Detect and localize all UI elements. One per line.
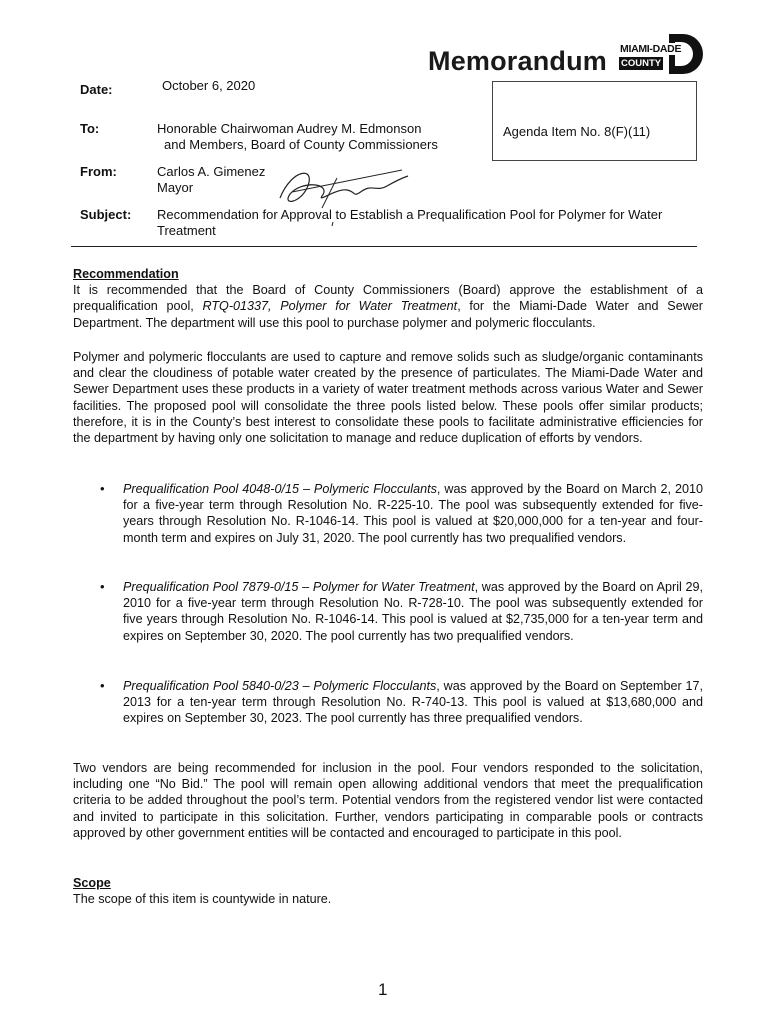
agenda-item-box [492, 81, 697, 161]
bullet-3-pool-name: Prequalification Pool 5840-0/23 – Polymeric Flocculants [123, 679, 437, 693]
bullet-3 [123, 678, 703, 727]
miami-dade-logo [617, 32, 709, 76]
p1-text-a: It is recommended that the Board of County Commissioners (Board) approve the establishment of a prequalification pool, [73, 283, 703, 314]
bullet-3-symbol: • [100, 678, 105, 693]
from-label: From: [80, 164, 117, 179]
bullet-2 [123, 579, 703, 644]
recommendation-paragraph-3: Two vendors are being recommended for inclusion in the pool. Four vendors responded to the solicitation, including one “No Bid.” The pool will remain open allowing additional vendors that meet the prequalification criteria to be added throughout the pool’s term. Potential vendors from the registered vendor list were contacted and invited to participate in this solicitation. Further, vendors participating in comparable pools or contracts approved by other government entities will be contacted and encouraged to participate in this pool. [73, 761, 703, 840]
bullet-2-text: , was approved by the Board on April 29, 2010 for a five-year term through Resolution No. R-728-10. The pool was subsequently extended for five years through Resolution No. R-1046-14. This pool is valued at $2,735,000 for a ten-year term and expires on September 30, 2020. The pool currently has two prequalified vendors. [123, 580, 703, 643]
subject-line2: Treatment [157, 223, 216, 238]
bullet-2-pool-name: Prequalification Pool 7879-0/15 – Polymer for Water Treatment [123, 580, 475, 594]
to-line1: Honorable Chairwoman Audrey M. Edmonson [157, 121, 422, 136]
scope-text: The scope of this item is countywide in nature. [73, 892, 332, 907]
recommendation-paragraph-1 [73, 282, 703, 331]
bullet-1-text: , was approved by the Board on March 2, 2010 for a five-year term through Resolution No. R-225-10. The pool was subsequently extended for five-years through Resolution No. R-1046-14. This pool is valued at $20,000,000 for a ten-year and four-month term and expires on July 31, 2020. The pool currently has two prequalified vendors. [123, 482, 703, 545]
logo-line1: MIAMI-DADE [620, 43, 682, 55]
page-number: 1 [378, 980, 388, 999]
from-line2: Mayor [157, 180, 194, 195]
agenda-item-number: Agenda Item No. 8(F)(11) [503, 124, 651, 139]
to-label: To: [80, 121, 100, 136]
subject-line1: Recommendation for Approval to Establish a Prequalification Pool for Polymer for Water [157, 207, 663, 222]
recommendation-heading: Recommendation [73, 267, 179, 281]
bullet-3-text: , was approved by the Board on September 17, 2013 for a ten-year term through Resolution No. R-740-13. This pool is valued at $13,680,000 and expires on September 30, 2023. The pool currently has three prequalified vendors. [123, 679, 703, 726]
header-divider [71, 246, 697, 247]
subject-label: Subject: [80, 207, 132, 222]
p1-text-b: , for the Miami-Dade Water and Sewer Department. The department will use this pool to purchase polymer and polymeric flocculants. [73, 299, 703, 330]
date-label: Date: [80, 82, 113, 97]
logo-line2: COUNTY [621, 58, 662, 69]
recommendation-section [73, 266, 703, 331]
recommendation-paragraph-2: Polymer and polymeric flocculants are used to capture and remove solids such as sludge/organic contaminants and clear the cloudiness of potable water created by the presence of particulates. The Miami-Dade Water and Sewer Department uses these products in a variety of water treatment methods across various Water and Sewer facilities. The proposed pool will consolidate the three pools listed below. These pools offer similar products; therefore, it is in the County’s best interest to consolidate these pools to facilitate administrative efficiencies for the department by having only one solicitation to manage and reduce duplication of efforts by vendors. [73, 350, 703, 446]
bullet-1-symbol: • [100, 481, 105, 496]
scope-heading: Scope [73, 876, 111, 890]
bullet-2-symbol: • [100, 579, 105, 594]
p1-pool-name: RTQ-01337, Polymer for Water Treatment [202, 299, 458, 314]
date-value: October 6, 2020 [162, 78, 256, 93]
scope-section [73, 875, 703, 907]
bullet-1-pool-name: Prequalification Pool 4048-0/15 – Polymeric Flocculants [123, 482, 437, 496]
to-line2: and Members, Board of County Commissioners [164, 137, 438, 152]
from-line1: Carlos A. Gimenez [157, 164, 266, 179]
bullet-1 [123, 481, 703, 546]
memorandum-title: Memorandum [428, 46, 608, 76]
